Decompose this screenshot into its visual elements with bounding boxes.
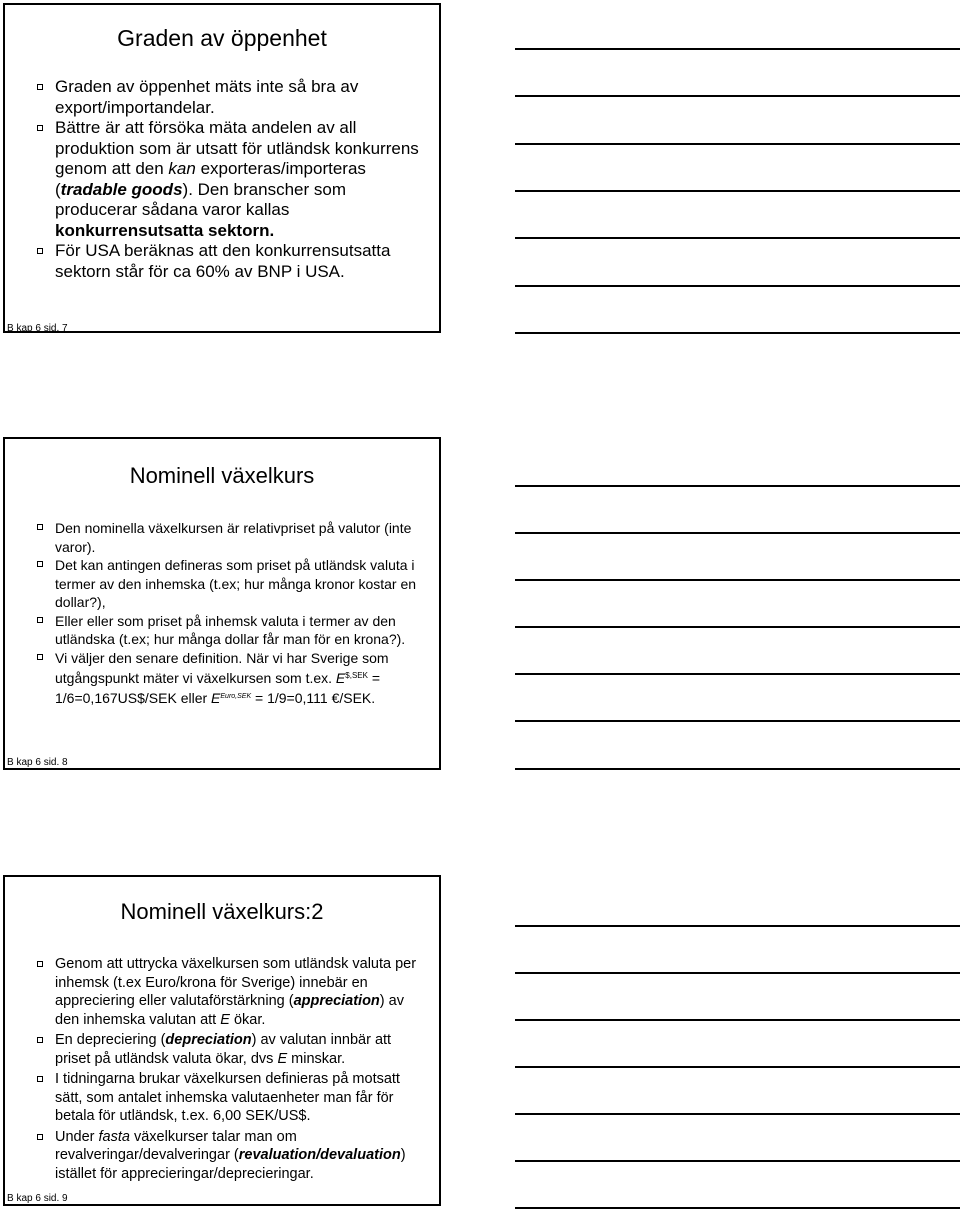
- bullet-text: E: [335, 670, 346, 686]
- bullet-text: ) av valutan innbär att priset på utländsk valuta ökar, dvs: [55, 1032, 392, 1067]
- bullet-item: [5, 519, 439, 556]
- bullet-text: appreciation: [293, 993, 380, 1009]
- bullet-item: [5, 556, 439, 612]
- slide-title: Graden av öppenhet: [117, 25, 327, 51]
- bullet-text: konkurrensutsatta sektorn.: [55, 220, 275, 240]
- bullet-text: $,SEK: [345, 671, 368, 680]
- bullet-item: [5, 1031, 439, 1068]
- bullet-square-icon: [37, 654, 43, 660]
- bullet-square-icon: [37, 617, 43, 623]
- bullet-square-icon: [37, 84, 43, 90]
- bullet-text: = 1/9=0,111 €/SEK.: [251, 689, 376, 706]
- bullet-square-icon: [37, 961, 43, 967]
- bullet-square-icon: [37, 1037, 43, 1043]
- slide-title: Nominell växelkurs:2: [120, 899, 324, 924]
- bullet-text: E: [211, 689, 221, 706]
- bullet-text: depreciation: [165, 1032, 252, 1048]
- bullet-square-icon: [37, 1076, 43, 1082]
- page-reference: B kap 6 sid. 8: [7, 757, 68, 768]
- bullet-text: tradable goods: [60, 179, 183, 199]
- bullet-text: I tidningarna brukar växelkursen definieras på motsatt sätt, som antalet inhemska valutaenheter man får för betala för utländsk, t.ex. 6,00 SEK/US$.: [55, 1071, 400, 1124]
- bullet-text: ). Den branscher som producerar sådana varor kallas: [55, 179, 346, 219]
- bullet-text: Vi väljer den senare definition. När vi har Sverige som utgångspunkt mäter vi växelkursen som t.ex.: [55, 649, 389, 686]
- bullet-item: [5, 1070, 439, 1126]
- bullet-item: [5, 1128, 439, 1184]
- bullet-item: [5, 612, 439, 649]
- bullet-text: växelkurser talar man om revalveringar/devalveringar (: [55, 1128, 297, 1163]
- bullet-text: ökar.: [229, 1011, 266, 1028]
- bullet-text: fasta: [98, 1128, 130, 1145]
- bullet-square-icon: [37, 125, 43, 131]
- bullet-text: ) av den inhemska valutan att: [55, 993, 404, 1028]
- bullet-text: E: [277, 1050, 288, 1067]
- bullet-text: Det kan antingen defineras som priset på utländsk valuta i termer av den inhemska (t.ex; hur många kronor kostar en dollar?),: [55, 557, 417, 610]
- bullet-text: Graden av öppenhet mäts inte så bra av export/importandelar.: [55, 77, 359, 117]
- bullet-text: Genom att uttrycka växelkursen som utländsk valuta per inhemsk (t.ex Euro/krona för Sverige) innebär en appreciering eller valutaförstärkning (: [55, 956, 417, 1009]
- bullet-item: [5, 649, 439, 708]
- page-reference: B kap 6 sid. 9: [7, 1193, 68, 1204]
- slide-3: [3, 875, 441, 1206]
- bullet-text: revaluation/devaluation: [238, 1147, 401, 1163]
- bullet-text: E: [220, 1011, 230, 1028]
- bullet-text: kan: [168, 159, 196, 178]
- slide-2: [3, 437, 441, 770]
- bullet-text: = 1/6=0,167US$/SEK eller: [55, 670, 381, 706]
- bullet-text: minskar.: [287, 1050, 346, 1067]
- bullet-item: [5, 241, 439, 282]
- bullet-item: [5, 955, 439, 1029]
- bullet-text: En depreciering (: [55, 1032, 166, 1048]
- bullet-text: Under: [55, 1128, 99, 1145]
- bullet-text: exporteras/importeras (: [55, 159, 366, 199]
- page-reference: B kap 6 sid. 7: [7, 323, 68, 334]
- bullet-list: [5, 519, 439, 707]
- bullet-list: [5, 77, 439, 282]
- slide-1: [3, 3, 441, 333]
- bullet-item: [5, 118, 439, 241]
- bullet-item: [5, 77, 439, 118]
- bullet-text: Bättre är att försöka mäta andelen av all produktion som är utsatt för utländsk konkurrens genom att den: [55, 118, 419, 178]
- bullet-text: Den nominella växelkursen är relativpriset på valutor (inte varor).: [55, 520, 412, 555]
- bullet-square-icon: [37, 248, 43, 254]
- bullet-text: För USA beräknas att den konkurrensutsatta sektorn står för ca 60% av BNP i USA.: [55, 241, 391, 281]
- bullet-text: Eller eller som priset på inhemsk valuta i termer av den utländska (t.ex; hur många dollar får man för en krona?).: [55, 612, 406, 647]
- bullet-square-icon: [37, 561, 43, 567]
- bullet-text: Euro,SEK: [220, 692, 252, 700]
- bullet-square-icon: [37, 1134, 43, 1140]
- slide-title: Nominell växelkurs: [129, 463, 315, 488]
- bullet-square-icon: [37, 524, 43, 530]
- bullet-list: [5, 955, 439, 1183]
- bullet-text: ) istället för apprecieringar/deprecieringar.: [55, 1147, 406, 1182]
